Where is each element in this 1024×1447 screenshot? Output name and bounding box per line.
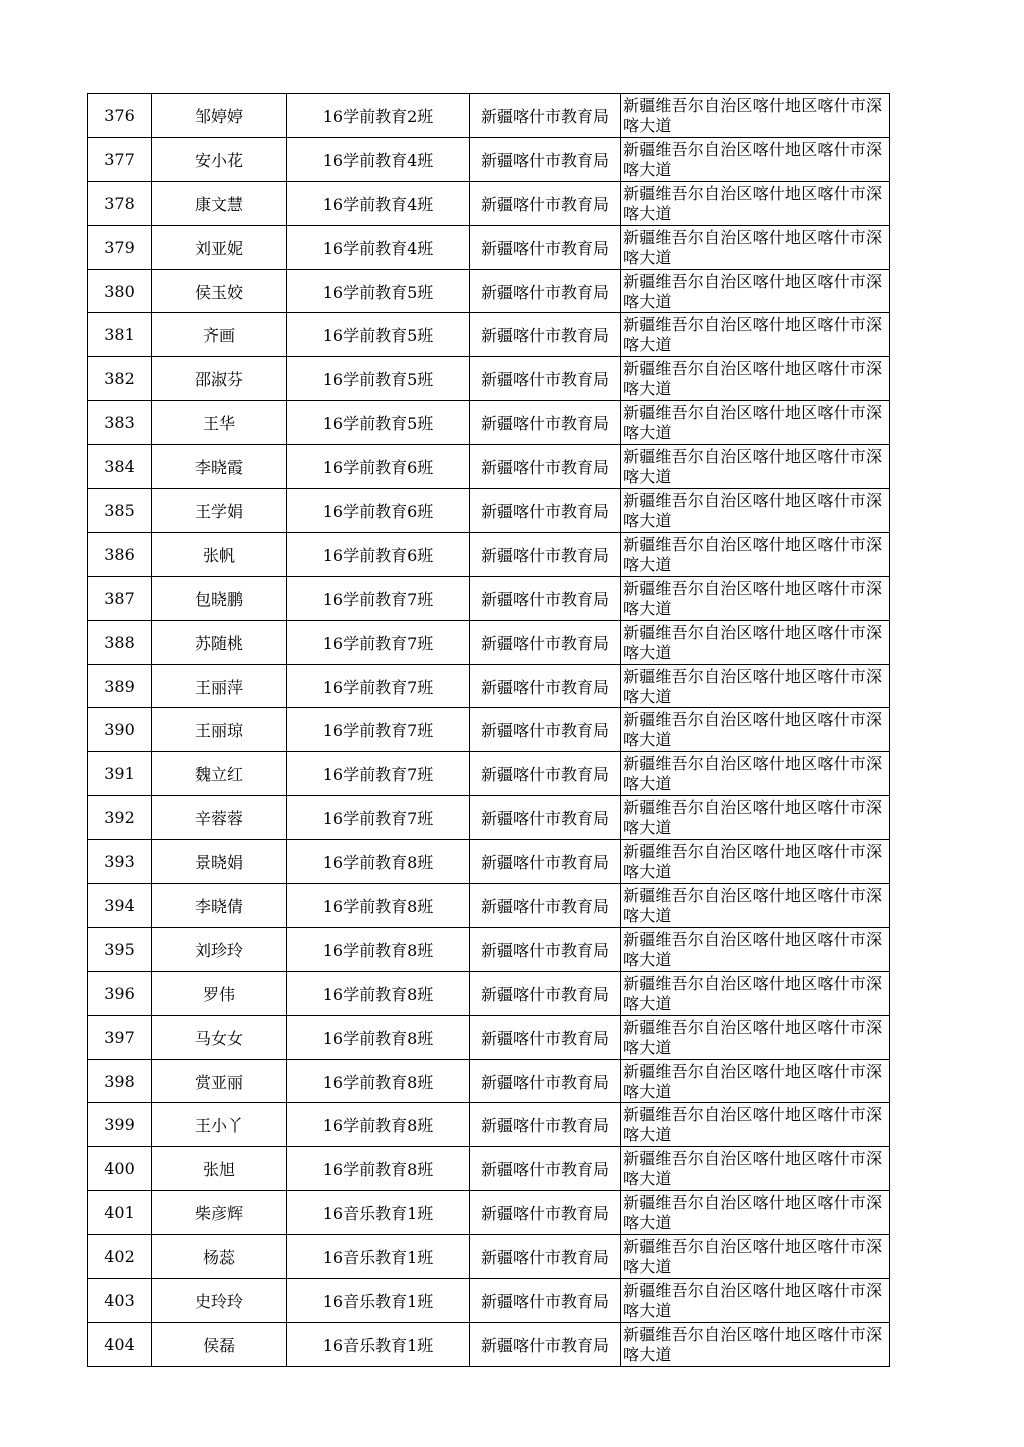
name-cell: 王学娟 (152, 489, 287, 533)
class-cell: 16学前教育8班 (287, 840, 470, 884)
organization-cell: 新疆喀什市教育局 (470, 1147, 621, 1191)
table-row (88, 532, 890, 576)
row-number-cell: 384 (88, 445, 152, 489)
address-cell: 新疆维吾尔自治区喀什地区喀什市深喀大道 (621, 752, 890, 796)
class-cell: 16学前教育8班 (287, 1103, 470, 1147)
row-number-cell: 392 (88, 796, 152, 840)
organization-cell: 新疆喀什市教育局 (470, 181, 621, 225)
row-number-cell: 397 (88, 1015, 152, 1059)
class-cell: 16学前教育6班 (287, 445, 470, 489)
row-number-cell: 394 (88, 884, 152, 928)
organization-cell: 新疆喀什市教育局 (470, 752, 621, 796)
class-cell: 16学前教育7班 (287, 664, 470, 708)
row-number-cell: 382 (88, 357, 152, 401)
row-number-cell: 398 (88, 1059, 152, 1103)
class-cell: 16学前教育4班 (287, 137, 470, 181)
name-cell: 罗伟 (152, 971, 287, 1015)
organization-cell: 新疆喀什市教育局 (470, 401, 621, 445)
address-cell: 新疆维吾尔自治区喀什地区喀什市深喀大道 (621, 401, 890, 445)
row-number-cell: 388 (88, 620, 152, 664)
address-cell: 新疆维吾尔自治区喀什地区喀什市深喀大道 (621, 532, 890, 576)
address-cell: 新疆维吾尔自治区喀什地区喀什市深喀大道 (621, 796, 890, 840)
address-cell: 新疆维吾尔自治区喀什地区喀什市深喀大道 (621, 708, 890, 752)
table-row (88, 664, 890, 708)
class-cell: 16音乐教育1班 (287, 1191, 470, 1235)
organization-cell: 新疆喀什市教育局 (470, 840, 621, 884)
organization-cell: 新疆喀什市教育局 (470, 1191, 621, 1235)
name-cell: 王华 (152, 401, 287, 445)
table-row (88, 708, 890, 752)
class-cell: 16学前教育8班 (287, 1147, 470, 1191)
organization-cell: 新疆喀什市教育局 (470, 1059, 621, 1103)
organization-cell: 新疆喀什市教育局 (470, 1279, 621, 1323)
name-cell: 杨蕊 (152, 1235, 287, 1279)
organization-cell: 新疆喀什市教育局 (470, 225, 621, 269)
organization-cell: 新疆喀什市教育局 (470, 1015, 621, 1059)
address-cell: 新疆维吾尔自治区喀什地区喀什市深喀大道 (621, 181, 890, 225)
name-cell: 赏亚丽 (152, 1059, 287, 1103)
name-cell: 张帆 (152, 532, 287, 576)
class-cell: 16学前教育4班 (287, 225, 470, 269)
row-number-cell: 386 (88, 532, 152, 576)
address-cell: 新疆维吾尔自治区喀什地区喀什市深喀大道 (621, 137, 890, 181)
row-number-cell: 400 (88, 1147, 152, 1191)
address-cell: 新疆维吾尔自治区喀什地区喀什市深喀大道 (621, 927, 890, 971)
organization-cell: 新疆喀什市教育局 (470, 532, 621, 576)
class-cell: 16学前教育4班 (287, 181, 470, 225)
address-cell: 新疆维吾尔自治区喀什地区喀什市深喀大道 (621, 1103, 890, 1147)
organization-cell: 新疆喀什市教育局 (470, 1103, 621, 1147)
name-cell: 马女女 (152, 1015, 287, 1059)
address-cell: 新疆维吾尔自治区喀什地区喀什市深喀大道 (621, 1015, 890, 1059)
address-cell: 新疆维吾尔自治区喀什地区喀什市深喀大道 (621, 225, 890, 269)
table-row (88, 313, 890, 357)
class-cell: 16音乐教育1班 (287, 1322, 470, 1366)
organization-cell: 新疆喀什市教育局 (470, 664, 621, 708)
name-cell: 刘亚妮 (152, 225, 287, 269)
class-cell: 16学前教育5班 (287, 313, 470, 357)
table-row (88, 357, 890, 401)
table-row (88, 1015, 890, 1059)
class-cell: 16学前教育8班 (287, 927, 470, 971)
address-cell: 新疆维吾尔自治区喀什地区喀什市深喀大道 (621, 576, 890, 620)
organization-cell: 新疆喀什市教育局 (470, 1235, 621, 1279)
class-cell: 16学前教育5班 (287, 401, 470, 445)
name-cell: 苏随桃 (152, 620, 287, 664)
name-cell: 王小丫 (152, 1103, 287, 1147)
class-cell: 16学前教育8班 (287, 884, 470, 928)
address-cell: 新疆维吾尔自治区喀什地区喀什市深喀大道 (621, 1235, 890, 1279)
table-row (88, 884, 890, 928)
table-row (88, 489, 890, 533)
row-number-cell: 383 (88, 401, 152, 445)
table-row (88, 401, 890, 445)
table-row (88, 137, 890, 181)
table-row (88, 620, 890, 664)
organization-cell: 新疆喀什市教育局 (470, 94, 621, 138)
table-row (88, 1059, 890, 1103)
class-cell: 16学前教育8班 (287, 1015, 470, 1059)
table-row (88, 1191, 890, 1235)
table-row (88, 1103, 890, 1147)
name-cell: 侯磊 (152, 1322, 287, 1366)
name-cell: 李晓倩 (152, 884, 287, 928)
address-cell: 新疆维吾尔自治区喀什地区喀什市深喀大道 (621, 1279, 890, 1323)
row-number-cell: 403 (88, 1279, 152, 1323)
organization-cell: 新疆喀什市教育局 (470, 445, 621, 489)
address-cell: 新疆维吾尔自治区喀什地区喀什市深喀大道 (621, 1322, 890, 1366)
class-cell: 16学前教育7班 (287, 796, 470, 840)
row-number-cell: 396 (88, 971, 152, 1015)
roster-table-body (88, 94, 890, 1367)
roster-table (87, 93, 890, 1367)
name-cell: 刘珍玲 (152, 927, 287, 971)
row-number-cell: 377 (88, 137, 152, 181)
name-cell: 齐画 (152, 313, 287, 357)
table-row (88, 445, 890, 489)
class-cell: 16学前教育8班 (287, 1059, 470, 1103)
address-cell: 新疆维吾尔自治区喀什地区喀什市深喀大道 (621, 1191, 890, 1235)
name-cell: 邹婷婷 (152, 94, 287, 138)
name-cell: 王丽萍 (152, 664, 287, 708)
name-cell: 安小花 (152, 137, 287, 181)
name-cell: 柴彦辉 (152, 1191, 287, 1235)
address-cell: 新疆维吾尔自治区喀什地区喀什市深喀大道 (621, 313, 890, 357)
row-number-cell: 404 (88, 1322, 152, 1366)
organization-cell: 新疆喀什市教育局 (470, 708, 621, 752)
class-cell: 16学前教育7班 (287, 620, 470, 664)
table-row (88, 576, 890, 620)
class-cell: 16学前教育7班 (287, 708, 470, 752)
organization-cell: 新疆喀什市教育局 (470, 489, 621, 533)
table-row (88, 1235, 890, 1279)
address-cell: 新疆维吾尔自治区喀什地区喀什市深喀大道 (621, 445, 890, 489)
name-cell: 史玲玲 (152, 1279, 287, 1323)
address-cell: 新疆维吾尔自治区喀什地区喀什市深喀大道 (621, 1147, 890, 1191)
row-number-cell: 395 (88, 927, 152, 971)
table-row (88, 927, 890, 971)
address-cell: 新疆维吾尔自治区喀什地区喀什市深喀大道 (621, 971, 890, 1015)
table-row (88, 796, 890, 840)
table-row (88, 269, 890, 313)
address-cell: 新疆维吾尔自治区喀什地区喀什市深喀大道 (621, 1059, 890, 1103)
class-cell: 16音乐教育1班 (287, 1279, 470, 1323)
name-cell: 包晓鹏 (152, 576, 287, 620)
row-number-cell: 381 (88, 313, 152, 357)
row-number-cell: 390 (88, 708, 152, 752)
address-cell: 新疆维吾尔自治区喀什地区喀什市深喀大道 (621, 489, 890, 533)
name-cell: 景晓娟 (152, 840, 287, 884)
organization-cell: 新疆喀什市教育局 (470, 576, 621, 620)
table-row (88, 971, 890, 1015)
name-cell: 康文慧 (152, 181, 287, 225)
row-number-cell: 376 (88, 94, 152, 138)
row-number-cell: 402 (88, 1235, 152, 1279)
organization-cell: 新疆喀什市教育局 (470, 620, 621, 664)
class-cell: 16音乐教育1班 (287, 1235, 470, 1279)
name-cell: 侯玉姣 (152, 269, 287, 313)
row-number-cell: 391 (88, 752, 152, 796)
organization-cell: 新疆喀什市教育局 (470, 796, 621, 840)
address-cell: 新疆维吾尔自治区喀什地区喀什市深喀大道 (621, 664, 890, 708)
organization-cell: 新疆喀什市教育局 (470, 269, 621, 313)
table-row (88, 1322, 890, 1366)
row-number-cell: 385 (88, 489, 152, 533)
class-cell: 16学前教育6班 (287, 489, 470, 533)
name-cell: 张旭 (152, 1147, 287, 1191)
name-cell: 李晓霞 (152, 445, 287, 489)
row-number-cell: 401 (88, 1191, 152, 1235)
class-cell: 16学前教育2班 (287, 94, 470, 138)
row-number-cell: 393 (88, 840, 152, 884)
address-cell: 新疆维吾尔自治区喀什地区喀什市深喀大道 (621, 884, 890, 928)
table-row (88, 225, 890, 269)
row-number-cell: 378 (88, 181, 152, 225)
row-number-cell: 379 (88, 225, 152, 269)
address-cell: 新疆维吾尔自治区喀什地区喀什市深喀大道 (621, 94, 890, 138)
row-number-cell: 380 (88, 269, 152, 313)
address-cell: 新疆维吾尔自治区喀什地区喀什市深喀大道 (621, 840, 890, 884)
name-cell: 辛蓉蓉 (152, 796, 287, 840)
class-cell: 16学前教育7班 (287, 576, 470, 620)
name-cell: 邵淑芬 (152, 357, 287, 401)
class-cell: 16学前教育5班 (287, 357, 470, 401)
organization-cell: 新疆喀什市教育局 (470, 884, 621, 928)
name-cell: 王丽琼 (152, 708, 287, 752)
organization-cell: 新疆喀什市教育局 (470, 313, 621, 357)
address-cell: 新疆维吾尔自治区喀什地区喀什市深喀大道 (621, 357, 890, 401)
table-row (88, 1279, 890, 1323)
class-cell: 16学前教育8班 (287, 971, 470, 1015)
class-cell: 16学前教育6班 (287, 532, 470, 576)
class-cell: 16学前教育7班 (287, 752, 470, 796)
row-number-cell: 399 (88, 1103, 152, 1147)
address-cell: 新疆维吾尔自治区喀什地区喀什市深喀大道 (621, 269, 890, 313)
organization-cell: 新疆喀什市教育局 (470, 927, 621, 971)
organization-cell: 新疆喀什市教育局 (470, 971, 621, 1015)
table-row (88, 752, 890, 796)
organization-cell: 新疆喀什市教育局 (470, 1322, 621, 1366)
row-number-cell: 389 (88, 664, 152, 708)
organization-cell: 新疆喀什市教育局 (470, 137, 621, 181)
name-cell: 魏立红 (152, 752, 287, 796)
table-row (88, 840, 890, 884)
class-cell: 16学前教育5班 (287, 269, 470, 313)
table-row (88, 181, 890, 225)
table-row (88, 1147, 890, 1191)
organization-cell: 新疆喀什市教育局 (470, 357, 621, 401)
row-number-cell: 387 (88, 576, 152, 620)
address-cell: 新疆维吾尔自治区喀什地区喀什市深喀大道 (621, 620, 890, 664)
table-row (88, 94, 890, 138)
